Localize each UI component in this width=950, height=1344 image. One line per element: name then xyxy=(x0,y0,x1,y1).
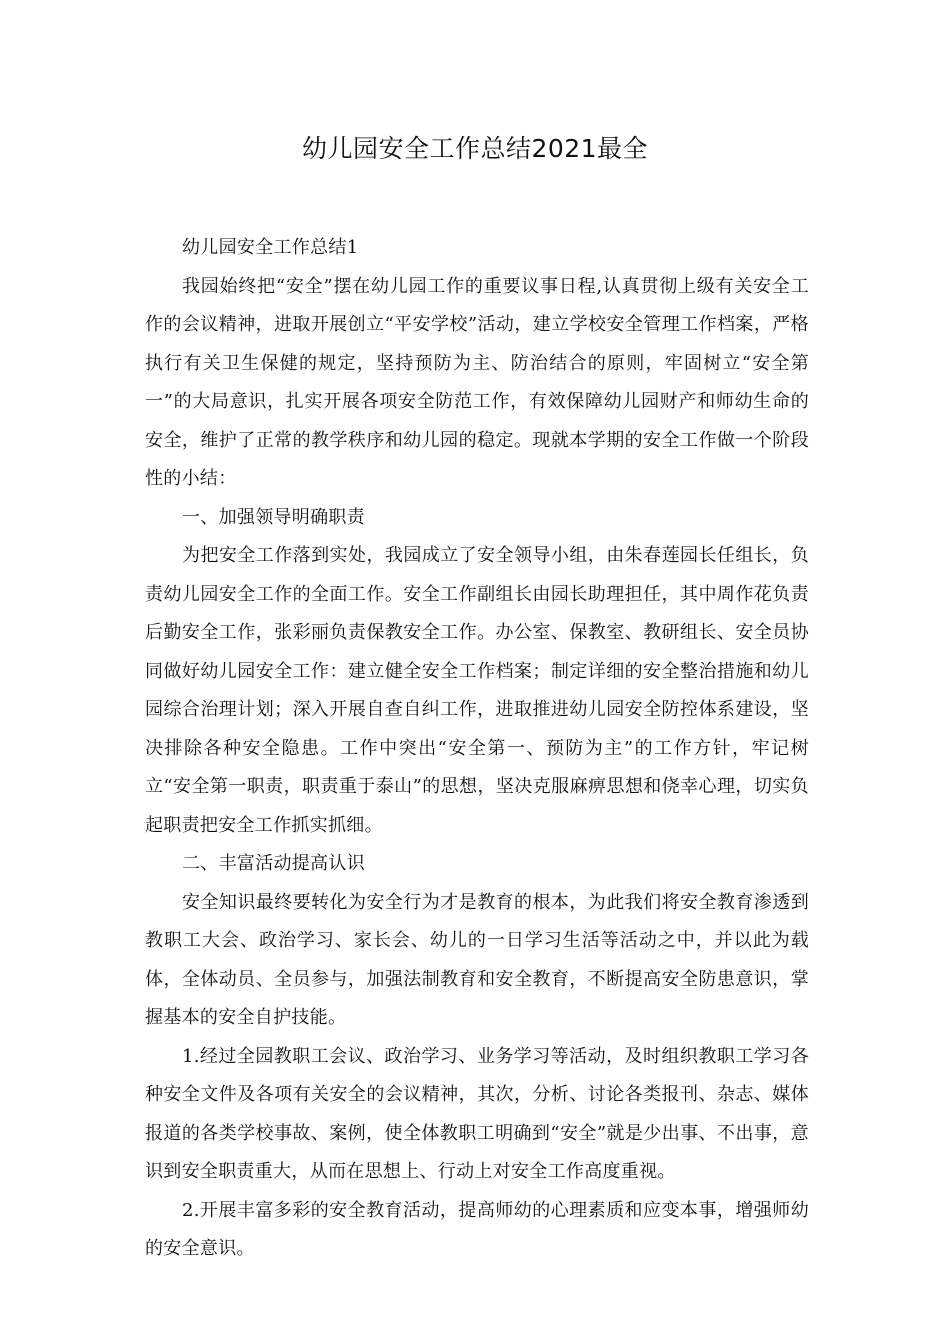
paragraph: 我园始终把“安全”摆在幼儿园工作的重要议事日程,认真贯彻上级有关安全工作的会议精神，进取开展创立“平安学校”活动，建立学校安全管理工作档案，严格执行有关卫生保健的规定，坚持预防为主、防治结合的原则，牢固树立“安全第一”的大局意识，扎实开展各项安全防范工作，有效保障幼儿园财产和师幼生命的安全，维护了正常的教学秩序和幼儿园的稳定。现就本学期的安全工作做一个阶段性的小结： xyxy=(145,275,809,489)
section-heading: 二、丰富活动提高认识 xyxy=(182,853,365,874)
section-heading: 幼儿园安全工作总结1 xyxy=(182,237,359,258)
paragraph: 2.开展丰富多彩的安全教育活动，提高师幼的心理素质和应变本事，增强师幼的安全意识。 xyxy=(145,1199,809,1259)
document-title: 幼儿园安全工作总结2021最全 xyxy=(301,134,649,163)
paragraph: 1.经过全园教职工会议、政治学习、业务学习等活动，及时组织教职工学习各种安全文件及各项有关安全的会议精神，其次，分析、讨论各类报刊、杂志、媒体报道的各类学校事故、案例，使全体教职工明确到“安全”就是少出事、不出事，意识到安全职责重大，从而在思想上、行动上对安全工作高度重视。 xyxy=(145,1045,809,1182)
document-body xyxy=(145,229,809,1269)
section-heading: 一、加强领导明确职责 xyxy=(182,506,365,528)
paragraph: 安全知识最终要转化为安全行为才是教育的根本，为此我们将安全教育渗透到教职工大会、政治学习、家长会、幼儿的一日学习生活等活动之中，并以此为载体，全体动员、全员参与，加强法制教育和安全教育，不断提高安全防患意识，掌握基本的安全自护技能。 xyxy=(145,891,809,1028)
paragraph: 为把安全工作落到实处，我园成立了安全领导小组，由朱春莲园长任组长，负责幼儿园安全工作的全面工作。安全工作副组长由园长助理担任，其中周作花负责后勤安全工作，张彩丽负责保教安全工作。办公室、保教室、教研组长、安全员协同做好幼儿园安全工作：建立健全安全工作档案；制定详细的安全整治措施和幼儿园综合治理计划；深入开展自查自纠工作，进取推进幼儿园安全防控体系建设，坚决排除各种安全隐患。工作中突出“安全第一、预防为主”的工作方针，牢记树立“安全第一职责，职责重于泰山”的思想，坚决克服麻痹思想和侥幸心理，切实负起职责把安全工作抓实抓细。 xyxy=(145,545,809,836)
